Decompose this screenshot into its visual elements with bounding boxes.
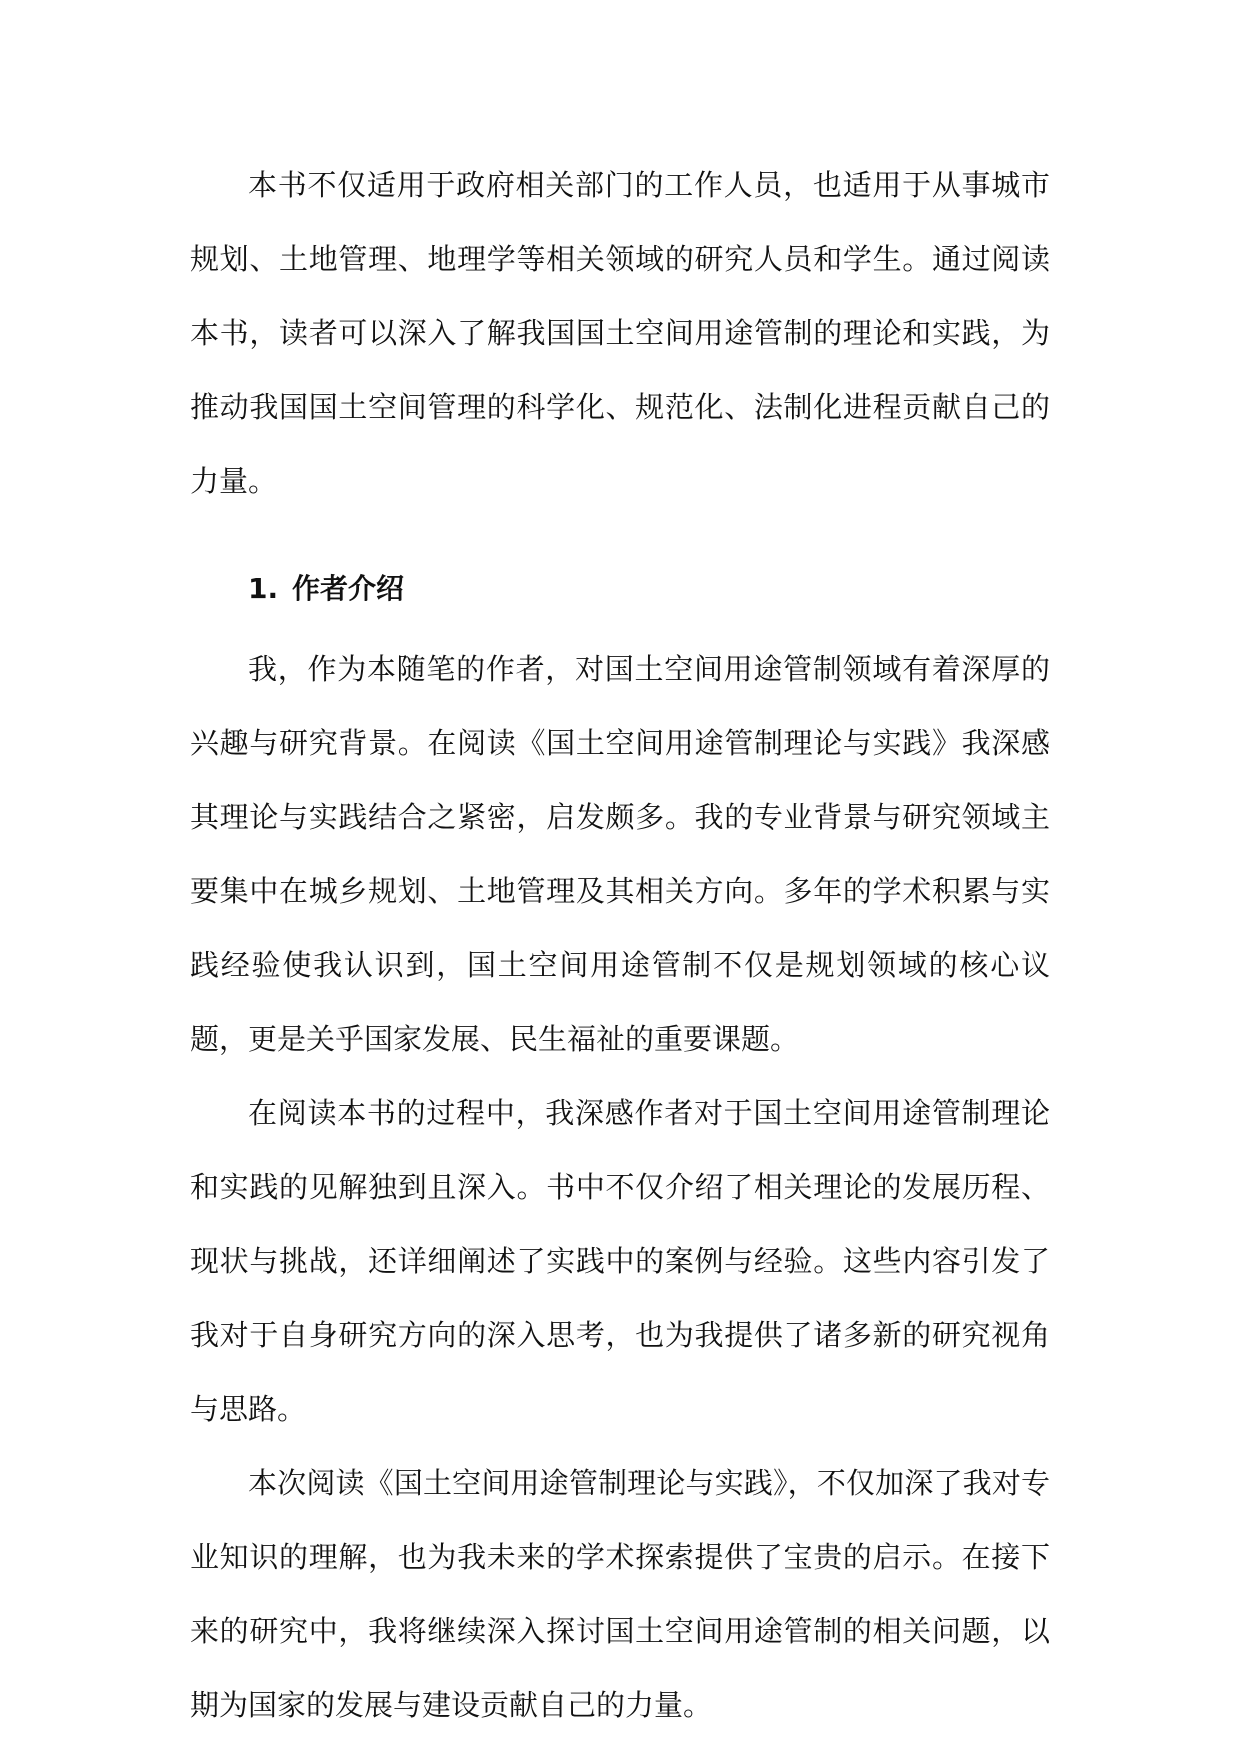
body-paragraph-2: 在阅读本书的过程中，我深感作者对于国土空间用途管制理论和实践的见解独到且深入。书中不仅介绍了相关理论的发展历程、现状与挑战，还详细阐述了实践中的案例与经验。这些内容引发了我对于自身研究方向的深入思考，也为我提供了诸多新的研究视角与思路。: [190, 1096, 1050, 1426]
document-body: [190, 148, 1050, 1742]
intro-paragraph: 本书不仅适用于政府相关部门的工作人员，也适用于从事城市规划、土地管理、地理学等相关领域的研究人员和学生。通过阅读本书，读者可以深入了解我国国土空间用途管制的理论和实践，为推动我国国土空间管理的科学化、规范化、法制化进程贡献自己的力量。: [190, 168, 1050, 498]
body-paragraph-3: 本次阅读《国土空间用途管制理论与实践》，不仅加深了我对专业知识的理解，也为我未来的学术探索提供了宝贵的启示。在接下来的研究中，我将继续深入探讨国土空间用途管制的相关问题，以期为国家的发展与建设贡献自己的力量。: [190, 1466, 1050, 1722]
body-paragraph-1: 我，作为本随笔的作者，对国土空间用途管制领域有着深厚的兴趣与研究背景。在阅读《国土空间用途管制理论与实践》我深感其理论与实践结合之紧密，启发颇多。我的专业背景与研究领域主要集中在城乡规划、土地管理及其相关方向。多年的学术积累与实践经验使我认识到，国土空间用途管制不仅是规划领域的核心议题，更是关乎国家发展、民生福祉的重要课题。: [190, 652, 1050, 1056]
section-title: 作者介绍: [292, 572, 405, 605]
section-heading: [190, 552, 1050, 626]
section-number: 1.: [248, 572, 279, 605]
